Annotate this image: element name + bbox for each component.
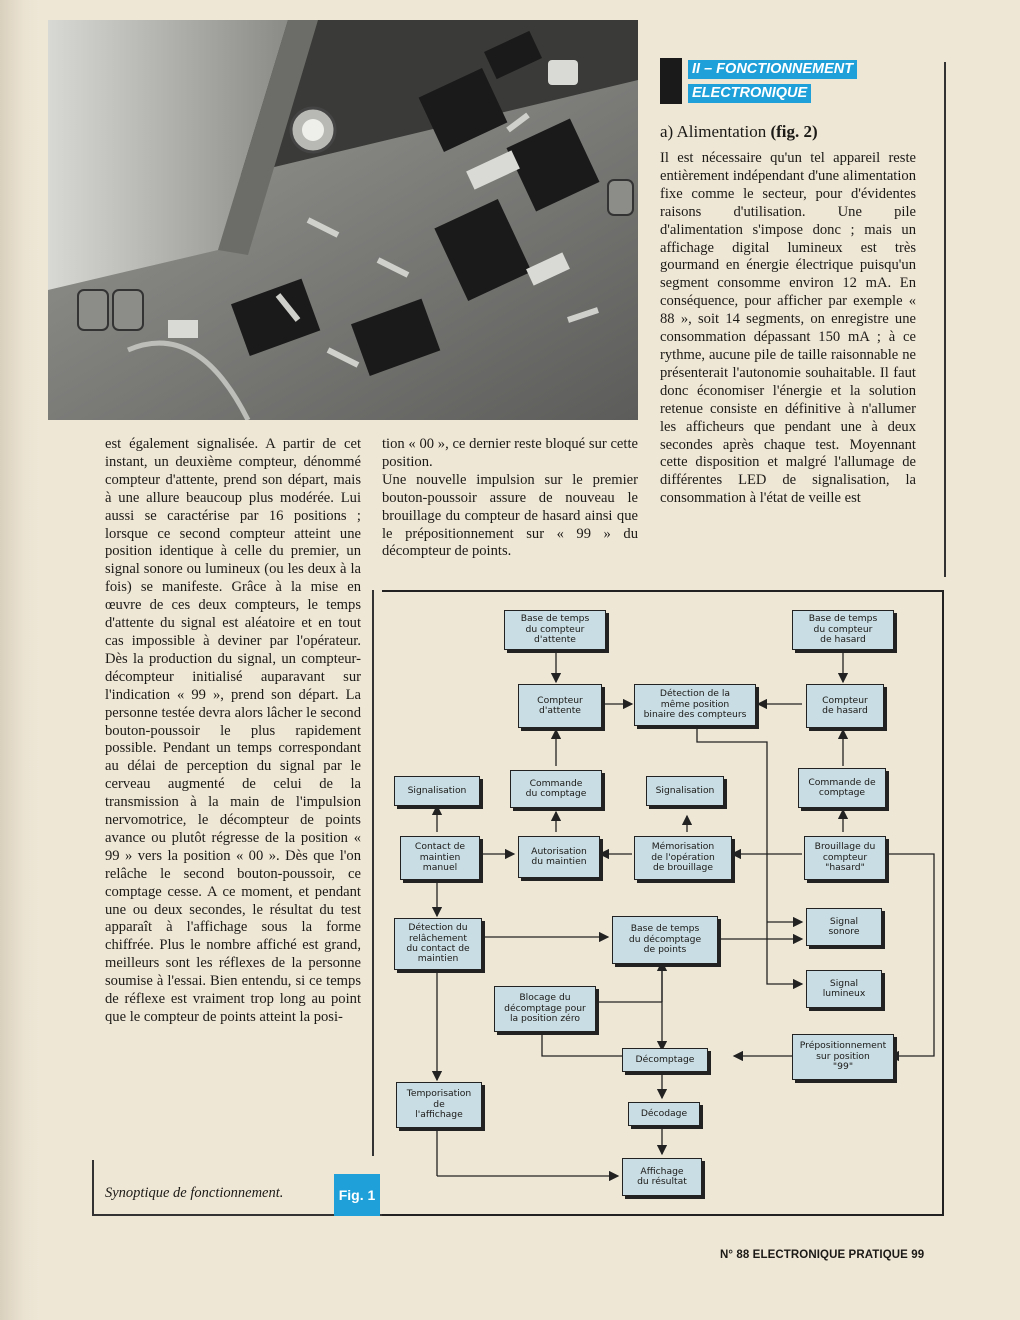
box-timebase-points: Base de temps du décomptage de points xyxy=(612,916,718,964)
box-timebase-random: Base de temps du compteur de hasard xyxy=(792,610,894,650)
box-result-display: Affichage du résultat xyxy=(622,1158,702,1196)
box-display-delay: Temporisation de l'affichage xyxy=(396,1082,482,1128)
left-column-rule xyxy=(372,590,374,1156)
paragraph-left: est également signalisée. A partir de cet instant, un deuxième compteur, dénommé compteur d'attente, prend son départ, mais à une allure beaucoup plus modérée. Lui aussi se caractérise par 16 positions ; lorsque ce second compteur atteint une position identique à celle du premier, un signal sonore ou lumineux (ou les deux à la fois) se manifeste. Grâce à la mise en œuvre de ces deux compteurs, le temps d'attente du signal est aléatoire et en tout cas impossible à deviner par l'opérateur. Dès la production du signal, un compteur-décompteur initialisé auparavant sur l'indication « 99 », prend son départ. La personne testée devra alors lâcher le second bouton-poussoir le plus rapidement possible. Pendant un temps correspondant au délai de perception du signal par le cerveau augmenté de celui de la transmission à la main de l'impulsion nervomotrice, le décompteur de points avance ou plutôt régresse de la position « 99 » vers la position « 00 ». Dès que l'on relâche le second bouton-poussoir, ce comptage cesse. A ce moment, et pendant une ou deux secondes, le résultat du test apparaît à l'affichage sous la forme chiffrée. Plus le nombre affiché est grand, meilleurs sont les réflexes de la personne soumise à l'essai. Bien entendu, si ce temps de réflexe est vraiment trop long au point que le compteur de points atteint la posi- xyxy=(105,436,361,1025)
page-footer: N° 88 ELECTRONIQUE PRATIQUE 99 xyxy=(720,1249,925,1261)
subheading-ref: (fig. 2) xyxy=(770,122,818,141)
box-release-detection: Détection du relâchement du contact de maintien xyxy=(394,918,482,970)
figure-caption: Synoptique de fonctionnement. xyxy=(105,1185,284,1201)
text-column-middle xyxy=(382,436,638,561)
section-heading xyxy=(660,58,900,104)
text-column-right xyxy=(660,150,916,508)
box-countdown: Décomptage xyxy=(622,1048,708,1072)
box-timebase-wait: Base de temps du compteur d'attente xyxy=(504,610,606,650)
box-scramble-memory: Mémorisation de l'opération de brouillage xyxy=(634,836,732,880)
box-counter-wait: Compteur d'attente xyxy=(518,684,602,728)
box-hold-contact: Contact de maintien manuel xyxy=(400,836,480,880)
box-signalisation-left: Signalisation xyxy=(394,776,480,806)
column-rule xyxy=(944,62,946,577)
caption-rule-left xyxy=(92,1160,94,1216)
box-decoding: Décodage xyxy=(628,1102,700,1126)
box-hold-authorisation: Autorisation du maintien xyxy=(518,836,600,878)
heading-line-2: ELECTRONIQUE xyxy=(688,84,811,103)
page-spine xyxy=(0,0,40,1320)
circuit-board-photo xyxy=(48,20,638,420)
box-sound-signal: Signal sonore xyxy=(806,908,882,946)
heading-bar xyxy=(660,58,682,104)
box-count-command: Commande du comptage xyxy=(510,770,602,808)
box-counter-random: Compteur de hasard xyxy=(806,684,884,728)
block-diagram xyxy=(382,590,944,1216)
box-counting-command: Commande de comptage xyxy=(798,768,886,808)
box-signalisation-mid: Signalisation xyxy=(646,776,724,806)
figure-label: Fig. 1 xyxy=(334,1174,380,1216)
box-random-scramble: Brouillage du compteur "hasard" xyxy=(804,836,886,880)
text-column-left xyxy=(105,436,361,1027)
heading-line-1: II – FONCTIONNEMENT xyxy=(688,60,857,79)
subheading xyxy=(660,122,818,142)
subheading-text: a) Alimentation xyxy=(660,122,771,141)
box-position-detection: Détection de la même position binaire des compteurs xyxy=(634,684,756,726)
box-light-signal: Signal lumineux xyxy=(806,970,882,1008)
paragraph-right: Il est nécessaire qu'un tel appareil reste entièrement indépendant d'une alimentation fixe comme le secteur, pour d'évidentes raisons d'utilisation. Une pile d'alimentation s'impose donc ; mais un affichage digital lumineux est très gourmand en énergie électrique puisqu'un segment consomme environ 12 mA. En conséquence, pour afficher par exemple « 88 », soit 14 segments, on enregistre une consommation dépassant 150 mA ; à ce rythme, aucune pile de taille raisonnable ne présenterait l'autonomie souhaitable. Il faut donc économiser l'énergie et la solution retenue consiste en définitive à n'allumer les afficheurs que pendant une à deux secondes après chaque test. Moyennant cette disposition et malgré l'allumage de différentes LED de signalisation, la consommation à l'état de veille est xyxy=(660,150,916,507)
box-preset-99: Prépositionnement sur position "99" xyxy=(792,1034,894,1080)
paragraph-middle-1: tion « 00 », ce dernier reste bloqué sur cette position. xyxy=(382,436,638,470)
box-zero-lock: Blocage du décomptage pour la position zéro xyxy=(494,986,596,1032)
paragraph-middle-2: Une nouvelle impulsion sur le premier bouton-poussoir assure de nouveau le brouillage du compteur de hasard ainsi que le prépositionnement sur « 99 » du décompteur de points. xyxy=(382,471,638,560)
